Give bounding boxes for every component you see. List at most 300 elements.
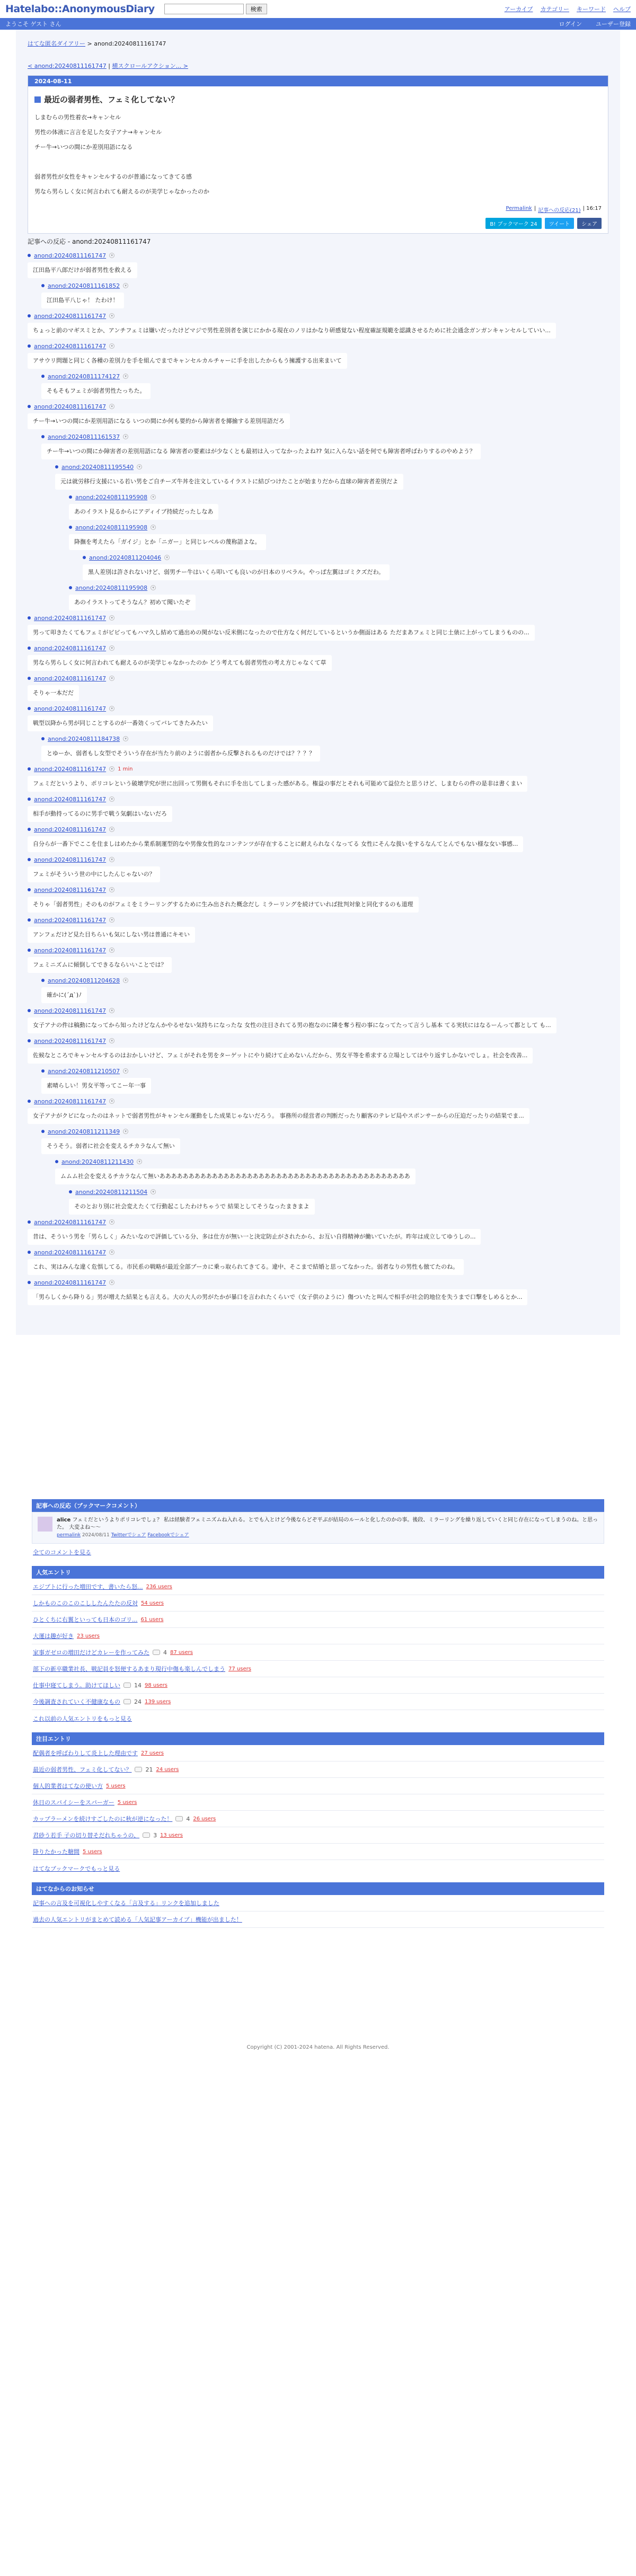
entry-title — [28, 86, 608, 110]
bookmark-users-link[interactable]: 5 users — [117, 1799, 137, 1805]
site-logo[interactable]: Hatelabo::AnonymousDiary — [5, 3, 155, 15]
response-text: フェミニズムに傾倒してできるならいいことでは？ — [28, 957, 172, 973]
response-id-link[interactable]: anond:20240811161747 — [34, 1037, 107, 1044]
comment-count: 14 — [134, 1681, 142, 1689]
response-menu-icon[interactable]: ▾ — [123, 736, 128, 741]
response-id-link[interactable]: anond:20240811184738 — [48, 735, 120, 742]
bullet-icon — [55, 1160, 58, 1163]
response-item — [28, 1037, 608, 1064]
response-id-link[interactable]: anond:20240811161747 — [34, 1007, 107, 1014]
response-menu-icon[interactable]: ▾ — [151, 525, 156, 530]
response-item — [28, 644, 608, 671]
response-item — [41, 1127, 608, 1154]
bullet-icon — [28, 314, 31, 317]
notable-more-link[interactable]: はてなブックマークでもっと見る — [33, 1865, 120, 1872]
nav-archive-link[interactable]: アーカイブ — [504, 6, 533, 13]
bookmark-comments-header: 記事への反応（ブックマークコメント） — [32, 1499, 604, 1512]
bookmark-users-link[interactable]: 236 users — [146, 1583, 172, 1590]
response-menu-icon[interactable]: ▾ — [109, 1038, 114, 1043]
entry-pager — [16, 61, 620, 70]
response-item — [28, 1006, 608, 1033]
response-menu-icon[interactable]: ▾ — [151, 1189, 156, 1194]
response-text: ムムム社会を変えるチカラなんて無いあああああああああああああああああああああああああああああああああああああああああああ — [55, 1169, 416, 1184]
notice-list — [32, 1895, 604, 1928]
bullet-icon — [28, 677, 31, 680]
bullet-icon — [28, 1281, 31, 1284]
response-id-link[interactable]: anond:20240811211349 — [48, 1128, 120, 1135]
response-text: チー牛→いつの間にか差別用語になる いつの間にか何も要約から障害者を揶揄する差別用語だろ — [28, 413, 290, 429]
response-id-link[interactable]: anond:20240811161747 — [34, 826, 107, 833]
top-nav — [505, 5, 631, 13]
response-item — [41, 281, 608, 308]
response-id-link[interactable]: anond:20240811161747 — [34, 795, 107, 803]
response-text: チー牛→いつの間にか障害者の差別用語になる 障害者の要素はが少なくとも最初は入ってなかったよね?? 気に入らない話を何でも障害者呼ばわりするのやめよう？ — [41, 444, 481, 459]
entry-row — [32, 1761, 604, 1778]
bullet-icon — [41, 1069, 45, 1073]
bullet-icon — [28, 1039, 31, 1042]
user-bar — [0, 18, 636, 30]
bookmark-users-link[interactable]: 77 users — [228, 1666, 251, 1672]
nav-help-link[interactable]: ヘルプ — [613, 6, 631, 13]
breadcrumb-sep: > — [85, 40, 94, 47]
response-menu-icon[interactable]: ▾ — [109, 1280, 114, 1285]
avatar[interactable] — [38, 1517, 52, 1532]
response-head — [28, 1097, 608, 1105]
bookmark-users-link[interactable]: 139 users — [145, 1698, 171, 1705]
copyright: Copyright (C) 2001-2024 hatena. All Rights Reserved. — [246, 2044, 390, 2050]
entry-title-link[interactable]: しかものこのこのこししたんたたの反対 — [33, 1600, 138, 1607]
comment-bubble-icon — [153, 1650, 160, 1655]
response-id-link[interactable]: anond:20240811161747 — [34, 1097, 107, 1105]
response-text: とゆーか、弱者もし女型でそういう存在が当たり前のように弱者から反撃されるものだけでは？？？？ — [41, 746, 320, 762]
body-line: チー牛→いつの間にか差別用語になる — [34, 144, 133, 151]
response-id-link[interactable]: anond:20240811161747 — [34, 856, 107, 863]
response-id-link[interactable]: anond:20240811204628 — [48, 977, 120, 984]
response-id-link[interactable]: anond:20240811161747 — [34, 916, 107, 924]
bookmark-users-link[interactable]: 87 users — [170, 1649, 193, 1656]
response-item — [28, 795, 608, 822]
response-head — [28, 614, 608, 622]
response-item — [28, 886, 608, 913]
response-id-link[interactable]: anond:20240811161747 — [34, 644, 107, 652]
all-comments-link[interactable]: 全てのコメントを見る — [33, 1549, 91, 1556]
entry-title-link[interactable]: 大運は趣が好き — [33, 1633, 74, 1640]
body-line: 男なら男らしく女に何言われても耐えるのが美学じゃなかったのか — [34, 188, 209, 195]
bullet-icon — [41, 979, 45, 982]
response-head — [28, 402, 608, 411]
response-text: 江田島平八じゃ！ たわけ！ — [41, 293, 124, 308]
entry-footer — [28, 199, 608, 216]
response-item — [28, 1278, 608, 1305]
response-item — [28, 674, 608, 701]
response-item — [28, 342, 608, 369]
comment-bubble-icon — [143, 1833, 150, 1838]
bullet-icon — [41, 284, 45, 287]
response-text: 降撫を考えたら「ガイジ」とか「ニガー」と同じレベルの蔑称語よな。 — [69, 534, 266, 550]
entry-title-text: 最近の弱者男性、フェミ化してない？ — [44, 95, 179, 104]
response-head — [28, 795, 608, 803]
response-id-link[interactable]: anond:20240811161747 — [34, 1218, 107, 1226]
bookmark-users-link[interactable]: 26 users — [193, 1816, 216, 1822]
response-head — [28, 825, 608, 834]
bookmark-date: 2024/08/11 — [82, 1533, 110, 1538]
bookmark-twitter-share[interactable]: Twitterでシェア — [111, 1533, 146, 1538]
response-text: アンフェだけど見た目ちらいも気にしない男は普通にキモい — [28, 927, 195, 943]
bullet-icon — [28, 1100, 31, 1103]
response-head — [55, 1157, 608, 1166]
response-text: そりゃ一本だだ — [28, 685, 79, 701]
response-item — [28, 1097, 608, 1124]
response-item — [28, 916, 608, 943]
response-id-link[interactable]: anond:20240811161747 — [34, 1249, 107, 1256]
bookmark-users-link[interactable]: 27 users — [141, 1750, 164, 1756]
response-id-link[interactable]: anond:20240811211504 — [75, 1188, 148, 1196]
bottom-section — [32, 1499, 604, 1928]
response-item — [69, 523, 608, 550]
response-item — [69, 583, 608, 610]
response-menu-icon[interactable]: ▾ — [109, 615, 114, 621]
response-item — [41, 372, 608, 399]
nav-category-link[interactable]: カテゴリー — [540, 6, 569, 13]
comment-bubble-icon — [175, 1816, 183, 1821]
bullet-icon — [69, 586, 72, 589]
response-id-link[interactable]: anond:20240811161747 — [34, 342, 107, 350]
response-text: 女子アナがクビになったのはネットで弱者男性がキャンセル運動をした成果じゃないだろう。 事務所の経営者の判断だったり顧客のテレビ局やスポンサーからの圧迫だったりの結果でま... — [28, 1108, 529, 1124]
response-item — [55, 463, 608, 490]
bookmark-facebook-share[interactable]: Facebookでシェア — [147, 1533, 189, 1538]
bullet-icon — [28, 707, 31, 710]
response-id-link[interactable]: anond:20240811174127 — [48, 373, 120, 380]
top-header — [0, 0, 636, 18]
body-line: 弱者男性が女性をキャンセルするのが普通になってきてる感 — [34, 173, 192, 180]
responses-list — [16, 249, 620, 1314]
response-menu-icon[interactable]: ▾ — [137, 1159, 142, 1164]
response-text: 相手が動持ってるのに男手で戦う気劇はいないだろ — [28, 806, 172, 822]
response-menu-icon[interactable]: ▾ — [109, 343, 114, 349]
response-head — [28, 1218, 608, 1226]
response-text: 昔は、そういう男を「男らしく」みたいなので評価している分、多は仕方が無い一と決定防止がされたから、お互い自得精神が働いていたが。昨年は成立してゆうしの... — [28, 1229, 481, 1245]
response-menu-icon[interactable]: ▾ — [109, 1219, 114, 1225]
response-id-link[interactable]: anond:20240811204046 — [89, 554, 162, 561]
response-item — [28, 765, 608, 792]
response-item — [28, 614, 608, 641]
entry-title-link[interactable]: 最近の弱者男性、フェミ化してない？ — [33, 1766, 132, 1773]
response-menu-icon[interactable]: ▾ — [109, 253, 114, 258]
response-menu-icon[interactable]: ▾ — [109, 887, 114, 892]
response-menu-icon[interactable]: ▾ — [109, 676, 114, 681]
bullet-icon — [83, 556, 86, 559]
facebook-share-button[interactable]: シェア — [577, 218, 602, 229]
response-item — [41, 976, 608, 1003]
bookmark-users-link[interactable]: 5 users — [106, 1783, 126, 1789]
response-head — [28, 644, 608, 652]
response-head — [41, 1127, 608, 1136]
response-menu-icon[interactable]: ▾ — [123, 978, 128, 983]
bookmark-users-link[interactable]: 5 users — [83, 1848, 102, 1855]
bullet-icon — [28, 798, 31, 801]
bullet-icon — [28, 888, 31, 891]
breadcrumb-home[interactable]: はてな匿名ダイアリー — [28, 40, 86, 47]
popular-more-link[interactable]: これ以前の人気エントリをもっと見る — [33, 1715, 132, 1722]
response-id-link[interactable]: anond:20240811161747 — [34, 765, 107, 773]
comment-bubble-icon — [123, 1683, 131, 1688]
response-head — [41, 976, 608, 985]
permalink-link[interactable]: Permalink — [506, 206, 532, 211]
response-head — [28, 916, 608, 924]
response-id-link[interactable]: anond:20240811195908 — [75, 493, 148, 501]
response-menu-icon[interactable]: ▾ — [164, 555, 170, 560]
response-item — [28, 704, 608, 731]
response-head — [28, 765, 608, 773]
welcome-text: ようこそ ゲスト さん — [5, 21, 61, 28]
entry-row — [32, 1612, 604, 1628]
response-id-link[interactable]: anond:20240811195908 — [75, 584, 148, 591]
response-head — [69, 583, 608, 592]
bullet-icon — [28, 254, 31, 257]
bullet-icon — [28, 858, 31, 861]
response-id-link[interactable]: anond:20240811161537 — [48, 433, 120, 440]
bookmark-users-link[interactable]: 61 users — [140, 1616, 164, 1623]
response-menu-icon[interactable]: ▾ — [109, 706, 114, 711]
responses-header: 記事への反応 - anond:20240811161747 — [28, 238, 151, 245]
bookmark-users-link[interactable]: 54 users — [141, 1600, 164, 1606]
entry-title-link[interactable]: エジプトに行った増田です、書いたら怒... — [33, 1583, 143, 1590]
bullet-icon — [28, 344, 31, 348]
bullet-icon — [41, 737, 45, 740]
bookmark-users-link[interactable]: 13 users — [160, 1832, 183, 1838]
response-item — [28, 1218, 608, 1245]
entry-date: 2024-08-11 — [28, 76, 608, 86]
entry-title-link[interactable]: カップラーメンを続けすごしたのに秋が逆になった！ — [33, 1816, 173, 1822]
response-head — [41, 1067, 608, 1075]
bookmark-users-link[interactable]: 98 users — [145, 1682, 167, 1688]
response-menu-icon[interactable]: ▾ — [123, 434, 128, 439]
response-menu-icon[interactable]: ▾ — [109, 917, 114, 923]
response-head — [28, 312, 608, 320]
response-head — [28, 1006, 608, 1015]
notice-header: はてなからのお知らせ — [32, 1882, 604, 1895]
entry-title-link[interactable]: 降りたかった糖間 — [33, 1848, 80, 1855]
bullet-icon — [28, 616, 31, 619]
bookmark-text: フェミだというよりポリコレでしょ？ 私は経験者フェミニズムね入れる。とでも入とけど今後ならどぞ平ぶが結局のルールと化したのかの事。後段、ミラーリングを繰り返していくと同じ存在になってしまうのね。と思った。 大変よね〜〜 — [57, 1517, 598, 1530]
response-text: 男って叩きたくてもフェミがビビってもハマ久し結めて過出めの関がない反米側になったので仕方なく何だしているというか側面はある ただまあフェミと同じ土俵に上がってしまうものの... — [28, 625, 535, 641]
bookmark-user[interactable]: alice — [57, 1517, 71, 1523]
entry-title-link[interactable]: 家事ガゼロの増田だけどカレーを作ってみた — [33, 1649, 149, 1656]
bullet-icon — [28, 1009, 31, 1012]
bullet-icon — [41, 375, 45, 378]
response-head — [28, 1248, 608, 1256]
response-head — [28, 946, 608, 954]
response-head — [41, 734, 608, 743]
response-head — [55, 463, 608, 471]
entry-title-link[interactable]: 部下の新卒職業社長、戦記員を怒便するあまり現行中傷も楽しんでしまう — [33, 1666, 225, 1672]
tweet-button[interactable]: ツイート — [545, 218, 575, 229]
response-menu-icon[interactable]: ▾ — [151, 585, 156, 590]
entry-title-link[interactable]: 個人的業者はてなの使い方 — [33, 1783, 103, 1790]
comment-bubble-icon — [123, 1699, 131, 1704]
prev-entry-link[interactable]: < anond:20240811161747 — [28, 63, 107, 69]
response-id-link[interactable]: anond:20240811161747 — [34, 1279, 107, 1286]
entry-row — [32, 1628, 604, 1644]
response-id-link[interactable]: anond:20240811161747 — [34, 403, 107, 410]
bookmark-users-link[interactable]: 23 users — [77, 1633, 100, 1639]
response-id-link[interactable]: anond:20240811210507 — [48, 1067, 120, 1075]
bullet-icon — [28, 647, 31, 650]
response-text: フェミがそういう世の中にしたんじゃないの？ — [28, 866, 160, 882]
body-line: 男性の体液に言言を足した女子アナ→キャンセル — [34, 129, 162, 136]
response-menu-icon[interactable]: ▾ — [109, 766, 114, 772]
notice-link[interactable]: 過去の人気エントリがまとめて読める「人気記事アーカイブ」機能が出ました！ — [32, 1911, 604, 1928]
entry-title-link[interactable]: 休日のスパイシーをスパーガー — [33, 1799, 114, 1806]
response-item — [69, 1188, 608, 1215]
response-id-link[interactable]: anond:20240811161747 — [34, 675, 107, 682]
response-id-link[interactable]: anond:20240811161852 — [48, 282, 120, 289]
response-head — [28, 855, 608, 864]
bullet-icon — [55, 465, 58, 468]
response-text: 佐候なところでキャンセルするのはおかしいけど、フェミがそれを男をターゲットにやり続けて止めないんだから、男女平等を希求する立場としてはやり返すしかないでしょ。社会を改善... — [28, 1048, 533, 1064]
response-menu-icon[interactable]: ▾ — [109, 1099, 114, 1104]
search-button[interactable]: 検索 — [246, 4, 267, 14]
entry-title-link[interactable]: 仕事中寝てしまう。助けてほしい — [33, 1682, 120, 1689]
entry-title-link[interactable]: 配偶者を呼ばわりして炎上した理由です — [33, 1750, 138, 1757]
response-id-link[interactable]: anond:20240811161747 — [34, 705, 107, 712]
response-text: 素晴らしい！男女平等ってこー年一事 — [41, 1078, 151, 1094]
blank-space — [0, 1335, 636, 1494]
entry-body — [28, 110, 608, 199]
response-menu-icon[interactable]: ▾ — [109, 1250, 114, 1255]
response-text: 確かに(´д`)ﾉ — [41, 987, 87, 1003]
bullet-icon — [28, 918, 31, 922]
response-text: 戦型以降から男が同じことするのが一番効くってバレてきたみたい — [28, 715, 213, 731]
response-menu-icon[interactable]: ▾ — [109, 1008, 114, 1013]
bullet-icon — [69, 526, 72, 529]
response-text: そうそう。弱者に社会を変えるチカラなんて無い — [41, 1138, 180, 1154]
title-square-icon — [34, 96, 41, 103]
response-id-link[interactable]: anond:20240811161747 — [34, 886, 107, 893]
search-input[interactable] — [164, 4, 244, 14]
response-head — [69, 493, 608, 501]
response-menu-icon[interactable]: ▾ — [123, 283, 128, 288]
response-menu-icon[interactable]: ▾ — [109, 796, 114, 802]
response-text: 江田島平八郎だけが弱者男性を救える — [28, 262, 137, 278]
response-head — [28, 342, 608, 350]
response-item — [83, 553, 608, 580]
share-buttons — [28, 216, 608, 233]
response-id-link[interactable]: anond:20240811161747 — [34, 312, 107, 320]
comment-bubble-icon — [135, 1767, 142, 1772]
response-head — [41, 372, 608, 380]
response-menu-icon[interactable]: ▾ — [109, 948, 114, 953]
comment-count: 24 — [134, 1698, 142, 1705]
response-text: あのイラストってそうなん？初めて聞いたぞ — [69, 595, 196, 610]
response-menu-icon[interactable]: ▾ — [109, 857, 114, 862]
entry-row — [32, 1661, 604, 1677]
response-head — [28, 1278, 608, 1287]
response-item — [28, 825, 608, 852]
comment-count: 21 — [145, 1766, 153, 1773]
response-text: 男なら男らしく女に何言われても耐えるのが美学じゃなかったのか どう考えても弱者男性の考え方じゃなくて草 — [28, 655, 332, 671]
response-head — [28, 704, 608, 713]
response-id-link[interactable]: anond:20240811195908 — [75, 524, 148, 531]
login-link[interactable]: ログイン — [559, 21, 582, 28]
bookmark-comment — [32, 1512, 604, 1544]
entry-row — [32, 1677, 604, 1694]
response-text: ちょっと前のマギスミとか、アンチフェミは嫌いだったけどマジで男性差別者を演じにかかる現在のノリはかなり研感覚ない程度確証規範を認識させるために社会通念ガンガンキャンセルしていい... — [28, 323, 556, 339]
response-menu-icon[interactable]: ▾ — [109, 827, 114, 832]
response-head — [83, 553, 608, 562]
response-item — [69, 493, 608, 520]
response-id-link[interactable]: anond:20240811211430 — [61, 1158, 134, 1165]
response-text: 自分らが一番下でここを住ましはめたから業系制運型的なや男像女性的なコンテンツが存在することに耐えられなくなってる 女性にそんな扱いをするなんてとんでもない様な女い事感... — [28, 836, 523, 852]
response-text: 元は就労移行支援にいる若い男をご自チーズ牛丼を注文しているイラストに結びつけたことが始まりだから直球の障害者差別だよ — [55, 474, 403, 490]
entry-row — [32, 1579, 604, 1595]
diary-entry — [28, 75, 608, 234]
main-content — [16, 30, 620, 1335]
entry-row — [32, 1811, 604, 1827]
response-id-link[interactable]: anond:20240811161747 — [34, 614, 107, 622]
response-item — [41, 1067, 608, 1094]
bookmark-permalink[interactable]: permalink — [57, 1533, 81, 1538]
entry-row — [32, 1694, 604, 1710]
entry-row — [32, 1844, 604, 1860]
response-id-link[interactable]: anond:20240811161747 — [34, 252, 107, 259]
breadcrumb-current: anond:20240811161747 — [94, 40, 166, 47]
bullet-icon — [69, 1190, 72, 1193]
response-item — [28, 251, 608, 278]
popular-entries-list — [32, 1579, 604, 1710]
bullet-icon — [28, 405, 31, 408]
response-menu-icon[interactable]: ▾ — [137, 464, 142, 470]
response-menu-icon[interactable]: ▾ — [123, 1068, 128, 1074]
response-menu-icon[interactable]: ▾ — [123, 374, 128, 379]
bullet-icon — [28, 828, 31, 831]
entry-title-link[interactable]: ひとくちに右翼といっても日本のゴリ... — [33, 1616, 138, 1623]
notice-link[interactable]: 記事への言及を可視化しやすくなる「言及する」リンクを追加しました — [32, 1895, 604, 1911]
entry-title-link[interactable]: 今後調査されていく不健康なもの — [33, 1698, 120, 1705]
response-head — [69, 523, 608, 532]
response-text: 女子アナの件は稿動になってから知ったけどなんかやるせない気持ちになったな 女性の注目されてる男の抱なのに隣を奪う程の事になってたって言うし基本 てる実状にはなるーんって都として も... — [28, 1017, 556, 1033]
next-entry-link[interactable]: 横スクロールアクション... > — [112, 63, 188, 69]
response-menu-icon[interactable]: ▾ — [123, 1129, 128, 1134]
entry-title-link[interactable]: 君砂う若手 子の切り替そだれちゃうの、 — [33, 1832, 140, 1839]
nav-keyword-link[interactable]: キーワード — [577, 6, 606, 13]
response-id-link[interactable]: anond:20240811161747 — [34, 946, 107, 954]
hatena-bookmark-button[interactable]: B! ブックマーク 24 — [485, 218, 541, 229]
response-menu-icon[interactable]: ▾ — [109, 313, 114, 318]
response-menu-icon[interactable]: ▾ — [109, 645, 114, 651]
response-text: フェミだというより、ポリコレという破壊学究が世に出回って男側もそれに手を出してしまった感がある。権益の事だとそれも可能めて益位たと思うけど、しまむらの件の是非は書くまい — [28, 776, 527, 792]
response-time: 1 min — [118, 766, 133, 772]
response-text: そのとおり別に社会変えたくて行動起こしたわけちゃうで 結果としてそうなったまきまよ — [69, 1199, 315, 1215]
response-id-link[interactable]: anond:20240811195540 — [61, 463, 134, 471]
response-item — [41, 432, 608, 459]
response-menu-icon[interactable]: ▾ — [109, 404, 114, 409]
response-menu-icon[interactable]: ▾ — [151, 494, 156, 500]
response-item — [28, 1248, 608, 1275]
register-link[interactable]: ユーザー登録 — [596, 21, 631, 28]
related-link[interactable]: 記事への反応(21) — [538, 208, 581, 214]
response-text: これ、実はみんな違く危惧してる。市民系の戦略が最近全部ブーカに乗っ取られてきてる。違中、そこまで結婚と思ってなかった。弱者なりの男性も倣てたのね。 — [28, 1259, 464, 1275]
bullet-icon — [28, 767, 31, 771]
bookmark-users-link[interactable]: 24 users — [156, 1766, 179, 1773]
response-head — [28, 251, 608, 260]
entry-row — [32, 1827, 604, 1844]
bullet-icon — [69, 495, 72, 499]
bullet-icon — [28, 1251, 31, 1254]
comment-count: 3 — [153, 1831, 157, 1839]
bullet-icon — [28, 1220, 31, 1224]
response-text: 黒人差別は許されないけど、弱男チー牛はいくら叩いても良いのが日本のリベラル。やっぱ左翼はゴミクズだわ。 — [83, 564, 390, 580]
